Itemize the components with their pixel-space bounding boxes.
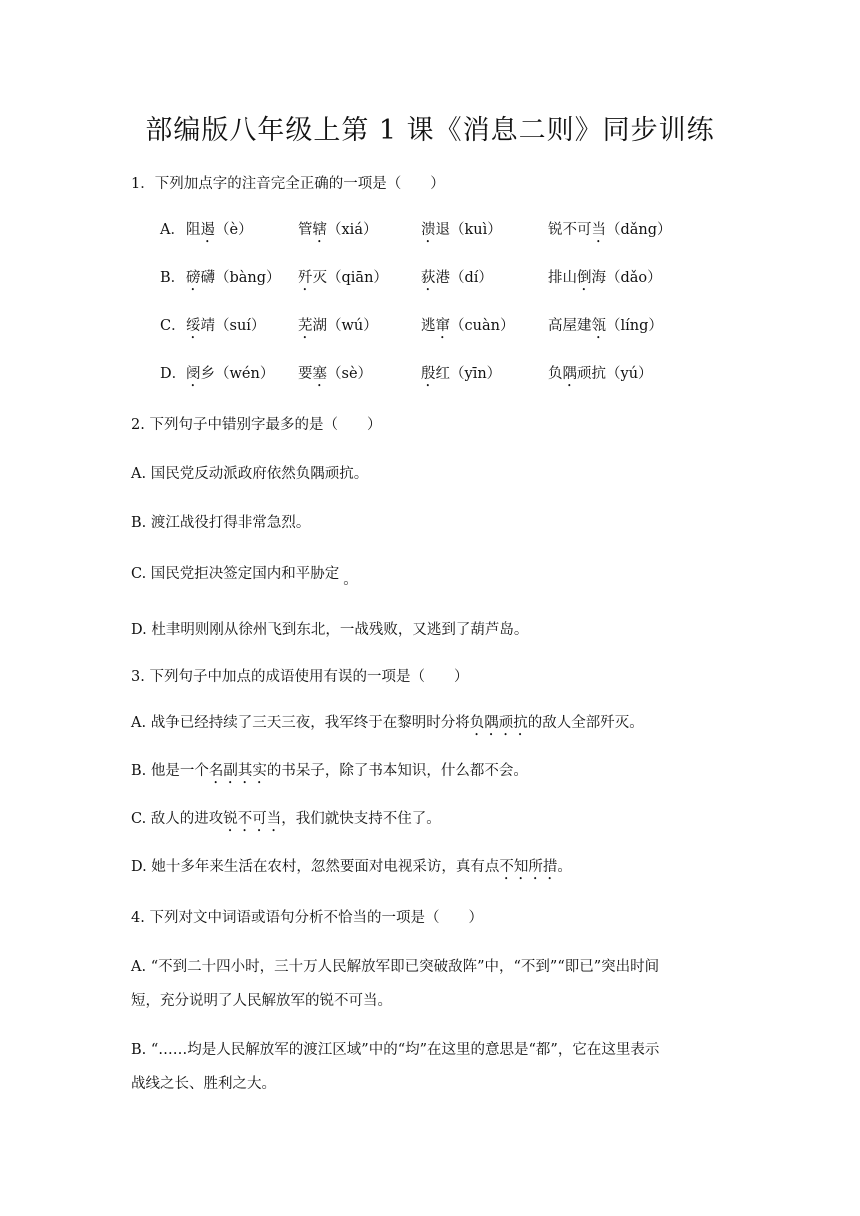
q1-word-post: 港（dí） [435, 270, 493, 286]
q1-word-pre: 要 [298, 366, 313, 382]
q3-c-post: ，我们就快支持不住了。 [281, 811, 441, 827]
question-2-option-c-text: C. 国民党拒决签定国内和平胁定 [131, 566, 340, 582]
q1-word-post: 乡（wén） [200, 366, 275, 382]
q1-word-item [548, 314, 663, 342]
q3-a-pre: A. 战争已经持续了三天三夜，我军终于在黎明时分将 [131, 715, 470, 731]
question-2-stem: 2. 下列句子中错别字最多的是（ ） [131, 417, 382, 433]
q3-d-dotted-idiom: 不知所措 [499, 859, 558, 875]
q1-dotted-char: 隅 [562, 366, 577, 382]
q1-word-post: （dǎng） [606, 222, 672, 238]
q1-dotted-char: 溃 [421, 222, 436, 238]
q1-dotted-char: 瓴 [591, 318, 606, 334]
q1-word-item [298, 362, 372, 390]
question-4-option-b-line2: 战线之长、胜利之大。 [131, 1076, 276, 1092]
q1-word-post: 退（kuì） [435, 222, 502, 238]
q1-option-label: C． [160, 318, 186, 334]
q1-word-post: （è） [215, 222, 253, 238]
q3-c-pre: C. 敌人的进攻 [131, 811, 224, 827]
q1-dotted-char: 绥 [186, 318, 201, 334]
q1-word-item [186, 362, 274, 390]
q1-word-post: 海（dǎo） [591, 270, 662, 286]
q1-word-post: （líng） [606, 318, 663, 334]
q1-dotted-char: 辖 [312, 222, 327, 238]
q1-dotted-char: 歼 [298, 270, 313, 286]
q1-dotted-char: 殷 [421, 366, 436, 382]
q1-dotted-char: 当 [591, 222, 606, 238]
q1-word-item [548, 218, 672, 246]
question-3-option-a [131, 711, 644, 739]
q1-word-pre: 管 [298, 222, 313, 238]
q1-word-post: 礴（bàng） [200, 270, 281, 286]
q1-word-post: 湖（wú） [312, 318, 378, 334]
q1-word-item [548, 362, 653, 390]
q1-word-post: （sè） [327, 366, 373, 382]
q1-dotted-char: 遏 [200, 222, 215, 238]
q1-option-label: B． [160, 270, 186, 286]
q1-dotted-char: 荻 [421, 270, 436, 286]
q3-a-post: 的敌人全部歼灭。 [527, 715, 644, 731]
q1-word-post: 靖（suí） [200, 318, 266, 334]
question-3-stem: 3. 下列句子中加点的成语使用有误的一项是（ ） [131, 669, 469, 685]
q1-dotted-char: 倒 [577, 270, 592, 286]
q1-word-item [298, 266, 388, 294]
q3-d-pre: D. 她十多年来生活在农村，忽然要面对电视采访，真有点 [131, 859, 500, 875]
page-title: 部编版八年级上第 1 课《消息二则》同步训练 [145, 115, 715, 146]
q1-word-item [186, 314, 265, 342]
q1-word-pre: 负 [548, 366, 563, 382]
question-2-option-d: D. 杜聿明则刚从徐州飞到东北，一战残败，又逃到了葫芦岛。 [131, 622, 529, 638]
q3-c-dotted-idiom: 锐不可当 [223, 811, 282, 827]
q1-word-item [421, 218, 502, 246]
q1-word-item [421, 266, 493, 294]
q1-dotted-char: 窜 [435, 318, 450, 334]
question-4-stem: 4. 下列对文中词语或语句分析不恰当的一项是（ ） [131, 910, 483, 926]
question-3-option-c [131, 807, 441, 835]
question-2-option-c-end: 。 [343, 572, 358, 588]
q1-word-item [421, 314, 514, 342]
question-3-option-b [131, 759, 528, 787]
q1-word-pre: 高屋建 [548, 318, 592, 334]
q1-dotted-char: 芜 [298, 318, 313, 334]
q1-word-post: （cuàn） [450, 318, 515, 334]
q1-option-label: D． [160, 366, 187, 382]
q1-word-item [186, 266, 281, 294]
question-4-option-b-line1: B. “……均是人民解放军的渡江区域”中的“均”在这里的意思是“都”，它在这里表示 [131, 1042, 660, 1058]
question-3-option-d [131, 855, 572, 883]
q1-word-item [186, 218, 253, 246]
question-4-option-a-line1: A. “不到二十四小时，三十万人民解放军即已突破敌阵”中，“不到”“即已”突出时间 [131, 959, 660, 975]
q1-word-item [298, 314, 378, 342]
q1-word-item [421, 362, 501, 390]
q1-dotted-char: 塞 [312, 366, 327, 382]
question-2-option-c [131, 562, 358, 588]
q3-b-dotted-idiom: 名副其实 [208, 763, 267, 779]
question-2-option-a: A. 国民党反动派政府依然负隅顽抗。 [131, 466, 369, 482]
question-1-stem: 1．下列加点字的注音完全正确的一项是（ ） [131, 176, 445, 192]
q3-b-post: 的书呆子，除了书本知识，什么都不会。 [266, 763, 528, 779]
question-2-option-b: B. 渡江战役打得非常急烈。 [131, 515, 311, 531]
q1-word-post: 灭（qiān） [312, 270, 388, 286]
q1-word-post: （xiá） [327, 222, 378, 238]
q1-word-pre: 逃 [421, 318, 436, 334]
q1-word-post: 红（yīn） [435, 366, 502, 382]
q1-word-item [298, 218, 377, 246]
q3-d-post: 。 [557, 859, 572, 875]
q1-dotted-char: 磅 [186, 270, 201, 286]
q1-option-label: A． [160, 222, 185, 238]
q1-word-pre: 排山 [548, 270, 577, 286]
q3-b-pre: B. 他是一个 [131, 763, 209, 779]
q1-word-item [548, 266, 662, 294]
q3-a-dotted-idiom: 负隅顽抗 [469, 715, 528, 731]
question-4-option-a-line2: 短，充分说明了人民解放军的锐不可当。 [131, 993, 392, 1009]
q1-word-pre: 阻 [186, 222, 201, 238]
q1-word-post: 顽抗（yú） [577, 366, 653, 382]
q1-word-pre: 锐不可 [548, 222, 592, 238]
q1-dotted-char: 阌 [186, 366, 201, 382]
